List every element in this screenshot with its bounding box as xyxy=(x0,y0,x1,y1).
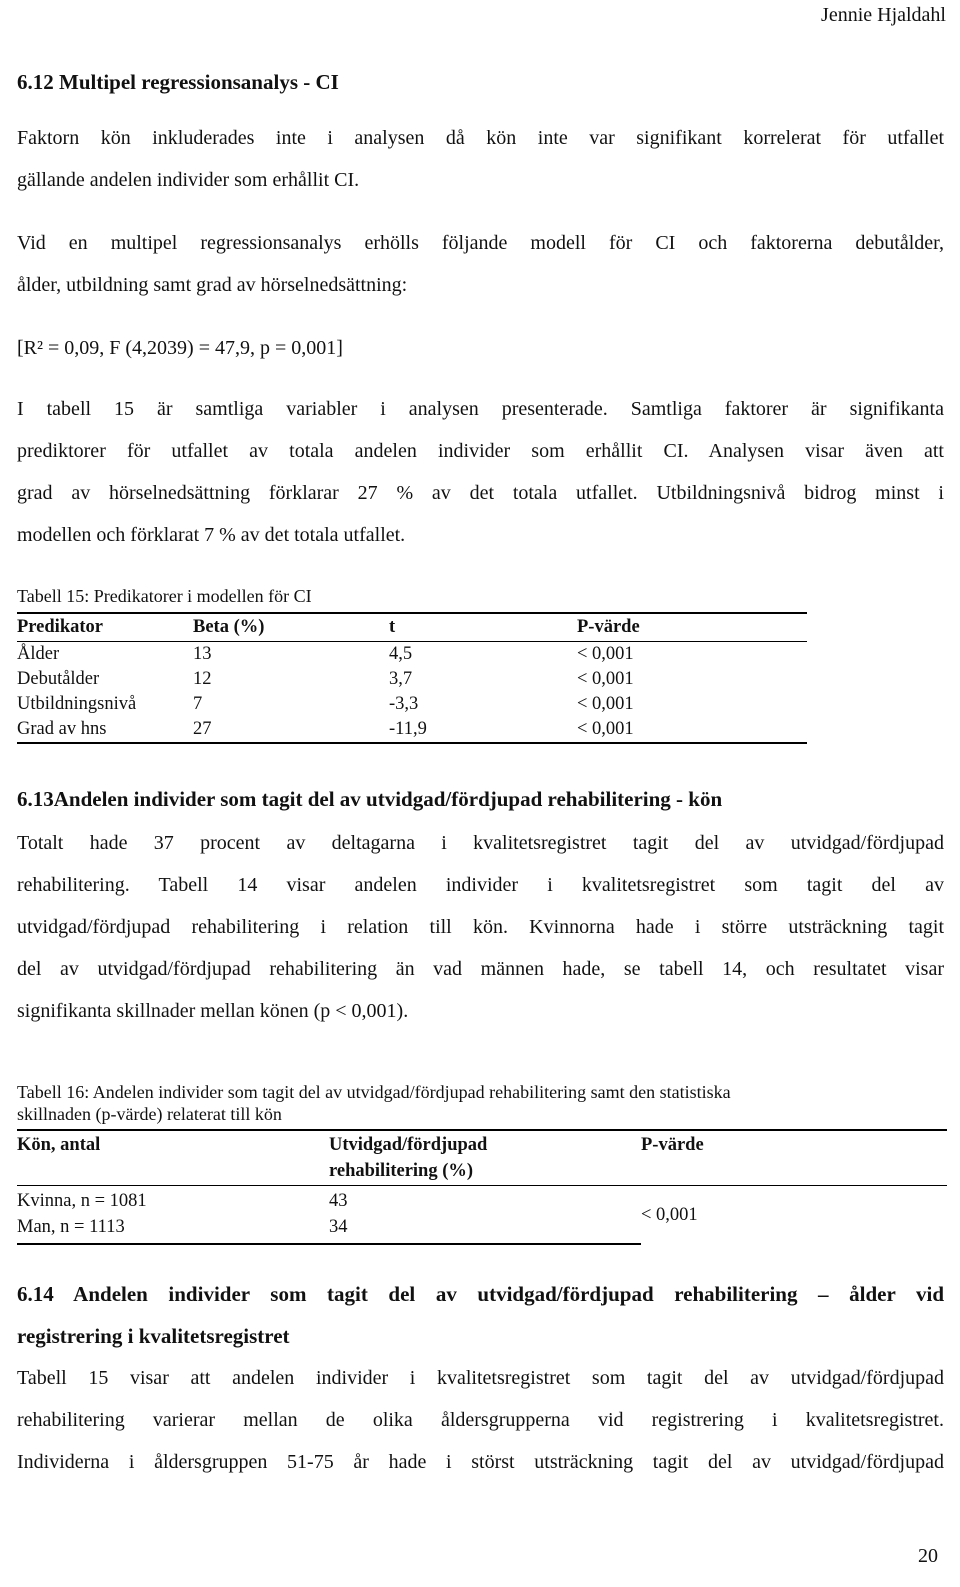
text-line: rehabilitering varierar mellan de olika åldersgrupperna vid registrering i kvalitetsregistret. xyxy=(17,1409,944,1431)
table-cell: 27 xyxy=(193,717,389,743)
author-name: Jennie Hjaldahl xyxy=(821,4,946,26)
header-line: Utvidgad/fördjupad xyxy=(329,1135,488,1155)
table-cell: Grad av hns xyxy=(17,717,193,743)
table-cell: 43 xyxy=(329,1191,348,1211)
column-header xyxy=(329,1130,641,1186)
header-line: rehabilitering (%) xyxy=(329,1161,474,1181)
section-heading-6-13: 6.13Andelen individer som tagit del av utvidgad/fördjupad rehabilitering - kön xyxy=(17,787,723,811)
table-15-caption: Tabell 15: Predikatorer i modellen för CI xyxy=(17,586,312,606)
paragraph xyxy=(17,822,944,1032)
table-cell: Kvinna, n = 1081 xyxy=(17,1191,147,1211)
column-header: t xyxy=(389,613,577,642)
table-row xyxy=(17,692,807,717)
text-line: prediktorer för utfallet av totala andelen individer som erhållit CI. Analysen visar även att xyxy=(17,440,944,462)
text-line: modellen och förklarat 7 % av det totala utfallet. xyxy=(17,524,406,546)
section-heading-6-14 xyxy=(17,1273,944,1357)
column-header: Predikator xyxy=(17,613,193,642)
regression-formula xyxy=(17,327,944,369)
column-header: P-värde xyxy=(577,613,807,642)
table-cell: < 0,001 xyxy=(577,644,634,664)
paragraph xyxy=(17,222,944,306)
table-row xyxy=(17,667,807,692)
table-cell: 34 xyxy=(329,1214,641,1244)
table-cell: < 0,001 xyxy=(577,669,634,689)
text-line: utvidgad/fördjupad rehabilitering i relation till kön. Kvinnorna hade i större utsträckning tagit xyxy=(17,916,944,938)
text-line: [R² = 0,09, F (4,2039) = 47,9, p = 0,001] xyxy=(17,337,343,359)
table-cell: Ålder xyxy=(17,644,60,664)
paragraph xyxy=(17,117,944,201)
table-cell-pvalue: < 0,001 xyxy=(641,1205,698,1225)
paragraph xyxy=(17,1357,944,1483)
text-line: del av utvidgad/fördjupad rehabilitering än vad männen hade, se tabell 14, och resultatet visar xyxy=(17,958,944,980)
table-cell: < 0,001 xyxy=(577,717,807,743)
text-line: I tabell 15 är samtliga variabler i analysen presenterade. Samtliga faktorer är signifikanta xyxy=(17,398,944,420)
text-line: ålder, utbildning samt grad av hörselnedsättning: xyxy=(17,274,408,296)
table-16 xyxy=(17,1129,947,1245)
table-row xyxy=(17,1186,947,1215)
table-cell: Debutålder xyxy=(17,669,100,689)
table-cell: 7 xyxy=(193,694,203,714)
heading-line: 6.14 Andelen individer som tagit del av utvidgad/fördjupad rehabilitering – ålder vid xyxy=(17,1282,944,1306)
column-header: Beta (%) xyxy=(193,613,389,642)
text-line: gällande andelen individer som erhållit CI. xyxy=(17,169,360,191)
text-line: signifikanta skillnader mellan könen (p < 0,001). xyxy=(17,1000,409,1022)
table-row xyxy=(17,642,807,668)
text-line: Tabell 15 visar att andelen individer i kvalitetsregistret som tagit del av utvidgad/fördjupad xyxy=(17,1367,944,1389)
text-line: Faktorn kön inkluderades inte i analysen då kön inte var signifikant korrelerat för utfallet xyxy=(17,127,944,149)
section-heading-6-12: 6.12 Multipel regressionsanalys - CI xyxy=(17,70,339,94)
table-cell: 4,5 xyxy=(389,644,413,664)
paragraph xyxy=(17,388,944,556)
text-line: Vid en multipel regressionsanalys erhölls följande modell för CI och faktorerna debutålder, xyxy=(17,232,944,254)
table-cell: < 0,001 xyxy=(577,694,634,714)
table-cell: Man, n = 1113 xyxy=(17,1214,329,1244)
table-cell: Utbildningsnivå xyxy=(17,694,137,714)
table-header-row xyxy=(17,613,807,642)
heading-line: registrering i kvalitetsregistret xyxy=(17,1324,290,1348)
table-15 xyxy=(17,612,807,744)
table-cell: 3,7 xyxy=(389,669,413,689)
text-line: Totalt hade 37 procent av deltagarna i kvalitetsregistret tagit del av utvidgad/fördjupad xyxy=(17,832,944,854)
column-header: Kön, antal xyxy=(17,1130,329,1186)
page-number: 20 xyxy=(918,1545,938,1567)
table-row xyxy=(17,717,807,743)
table-cell: 13 xyxy=(193,644,212,664)
text-line: grad av hörselnedsättning förklarar 27 % av det totala utfallet. Utbildningsnivå bidrog minst i xyxy=(17,482,944,504)
table-cell: -3,3 xyxy=(389,694,419,714)
text-line: Individerna i åldersgruppen 51-75 år hade i störst utsträckning tagit del av utvidgad/fördjupad xyxy=(17,1451,944,1473)
table-cell: 12 xyxy=(193,669,212,689)
table-header-row xyxy=(17,1130,947,1186)
column-header: P-värde xyxy=(641,1130,947,1186)
table-cell: -11,9 xyxy=(389,717,577,743)
table-16-caption xyxy=(17,1081,731,1125)
caption-line: skillnaden (p-värde) relaterat till kön xyxy=(17,1104,282,1124)
caption-line: Tabell 16: Andelen individer som tagit del av utvidgad/fördjupad rehabilitering samt den statistiska xyxy=(17,1082,731,1102)
text-line: rehabilitering. Tabell 14 visar andelen individer i kvalitetsregistret som tagit del av xyxy=(17,874,944,896)
